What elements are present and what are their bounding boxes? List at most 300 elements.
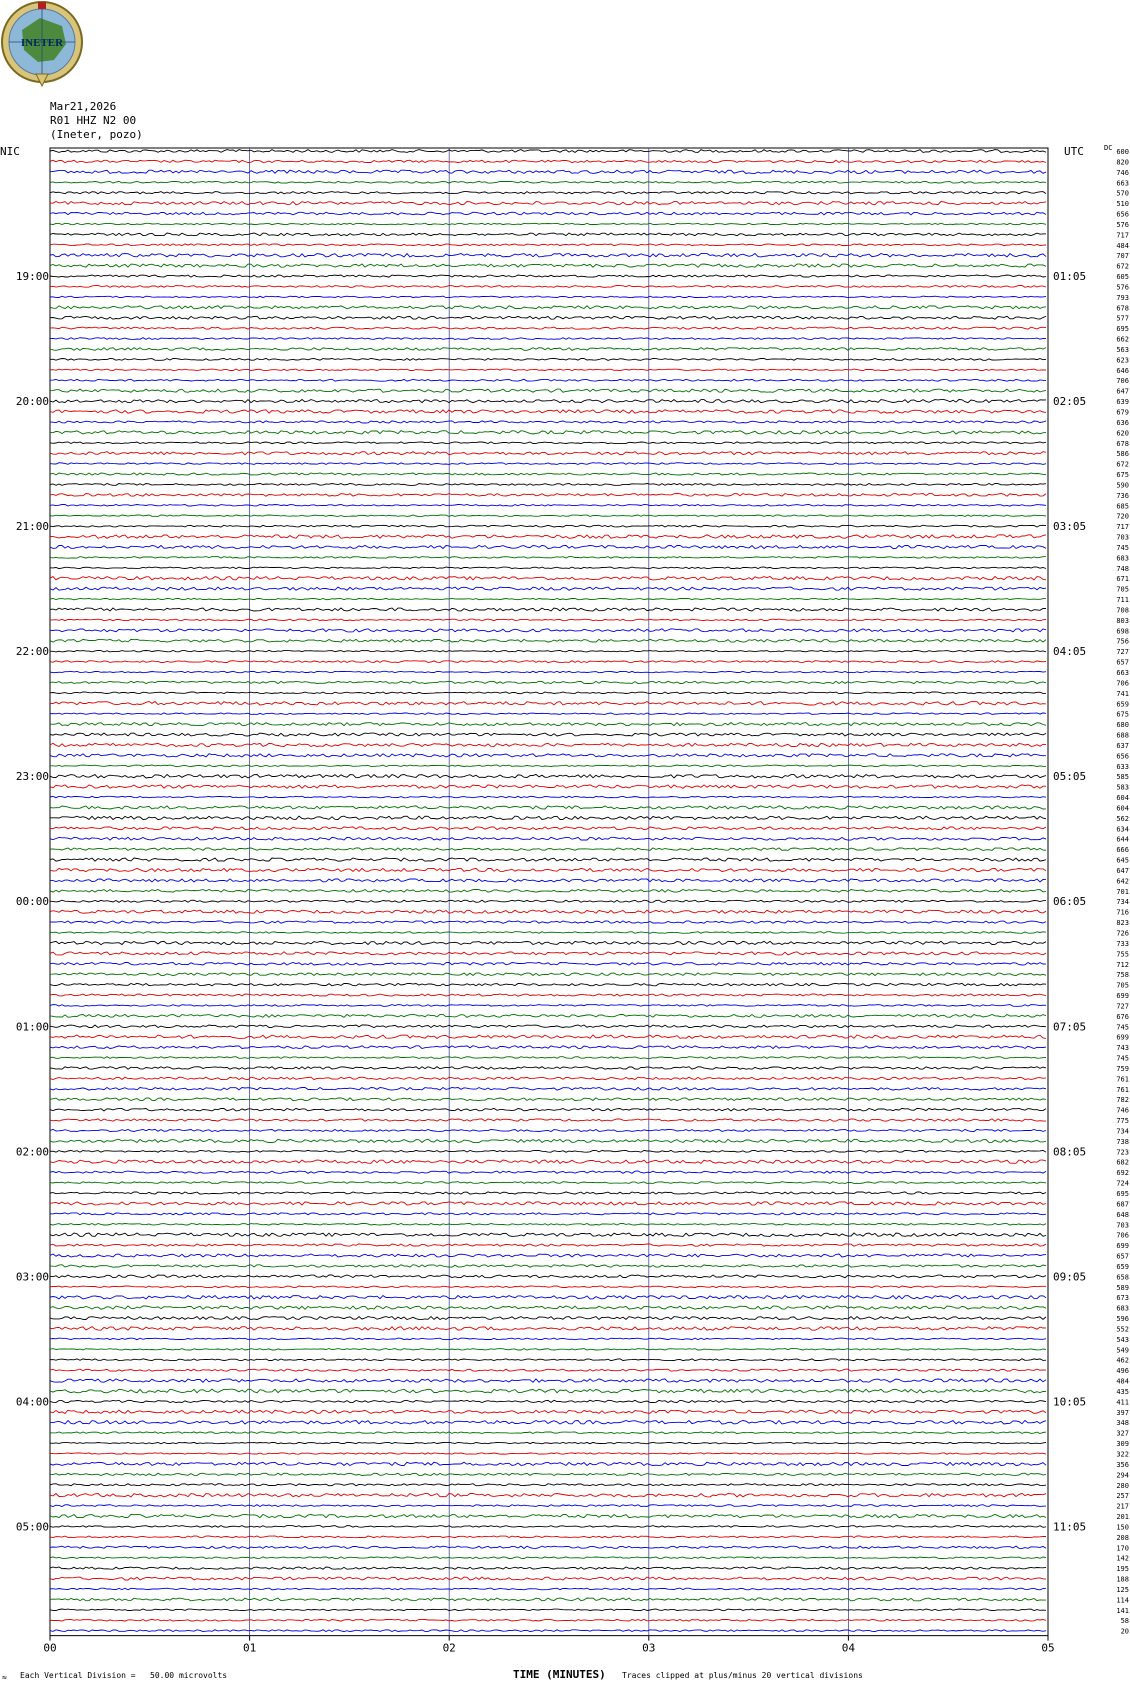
- dc-offset-label: 620: [1116, 429, 1129, 438]
- seismic-trace: [50, 1213, 1046, 1215]
- seismic-trace: [50, 1202, 1046, 1205]
- dc-offset-label: 782: [1116, 1096, 1129, 1105]
- seismic-trace: [50, 431, 1046, 434]
- seismic-trace: [50, 369, 1046, 371]
- seismic-trace: [50, 410, 1046, 413]
- dc-offset-label: 759: [1116, 1064, 1129, 1073]
- seismic-trace: [50, 921, 1046, 923]
- seismic-trace: [50, 1077, 1046, 1079]
- seismic-trace: [50, 1338, 1046, 1340]
- dc-offset-label: 682: [1116, 1158, 1129, 1167]
- seismic-trace: [50, 515, 1046, 516]
- dc-offset-label: 679: [1116, 408, 1129, 417]
- dc-offset-label: 583: [1116, 783, 1129, 792]
- dc-offset-label: 659: [1116, 1262, 1129, 1271]
- dc-offset-label: 648: [1116, 1210, 1129, 1219]
- hour-label-right: 07:05: [1053, 1020, 1087, 1034]
- dc-offset-label: 756: [1116, 637, 1129, 646]
- dc-offset-label: 322: [1116, 1450, 1129, 1459]
- hour-label-left: 02:00: [15, 1145, 49, 1159]
- hour-label-left: 22:00: [15, 645, 49, 659]
- dc-offset-label: 636: [1116, 418, 1129, 427]
- x-axis-title: TIME (MINUTES): [513, 1668, 606, 1681]
- dc-offset-label: 673: [1116, 1294, 1129, 1303]
- left-timezone-label: NIC: [0, 145, 20, 158]
- seismic-trace: [50, 1410, 1046, 1413]
- dc-offset-label: 510: [1116, 200, 1129, 209]
- dc-offset-label: 20: [1120, 1627, 1129, 1636]
- seismic-trace: [50, 160, 1046, 162]
- seismic-trace: [50, 650, 1046, 652]
- seismic-trace: [50, 202, 1046, 205]
- dc-offset-label: 675: [1116, 710, 1129, 719]
- dc-header-label: DC: [1104, 144, 1113, 152]
- dc-offset-label: 672: [1116, 262, 1129, 271]
- seismic-trace: [50, 661, 1046, 663]
- dc-offset-label: 309: [1116, 1440, 1129, 1449]
- hour-label-right: 11:05: [1053, 1520, 1087, 1534]
- seismic-trace: [50, 1379, 1046, 1382]
- dc-offset-label: 712: [1116, 960, 1129, 969]
- seismic-trace: [50, 473, 1046, 475]
- seismic-trace: [50, 1327, 1046, 1331]
- seismic-trace: [50, 1014, 1046, 1017]
- seismic-trace: [50, 181, 1046, 183]
- hour-label-left: 20:00: [15, 395, 49, 409]
- dc-offset-label: 657: [1116, 658, 1129, 667]
- seismic-trace: [50, 264, 1046, 267]
- hour-label-left: 04:00: [15, 1395, 49, 1409]
- seismic-trace: [50, 983, 1046, 985]
- hour-label-right: 06:05: [1053, 895, 1087, 909]
- seismic-trace: [50, 1546, 1046, 1548]
- seismic-trace: [50, 1139, 1046, 1142]
- hour-label-right: 08:05: [1053, 1145, 1087, 1159]
- dc-offset-label: 761: [1116, 1085, 1129, 1094]
- hour-label-right: 02:05: [1053, 395, 1087, 409]
- dc-offset-label: 623: [1116, 356, 1129, 365]
- dc-offset-label: 743: [1116, 1044, 1129, 1053]
- dc-offset-label: 604: [1116, 804, 1129, 813]
- seismic-trace: [50, 973, 1046, 976]
- dc-offset-label: 745: [1116, 1054, 1129, 1063]
- dc-offset-label: 280: [1116, 1481, 1129, 1490]
- seismic-trace: [50, 1035, 1046, 1038]
- seismic-trace: [50, 1182, 1046, 1184]
- dc-offset-label: 411: [1116, 1398, 1129, 1407]
- dc-offset-label: 676: [1116, 1012, 1129, 1021]
- dc-offset-label: 150: [1116, 1523, 1129, 1532]
- seismic-trace: [50, 1359, 1046, 1361]
- seismic-trace: [50, 316, 1046, 319]
- seismic-trace: [50, 1493, 1046, 1497]
- dc-offset-label: 666: [1116, 846, 1129, 855]
- seismic-trace: [50, 306, 1046, 309]
- seismic-trace: [50, 557, 1046, 559]
- dc-offset-label: 706: [1116, 377, 1129, 386]
- dc-offset-label: 586: [1116, 450, 1129, 459]
- dc-offset-label: 658: [1116, 1273, 1129, 1282]
- dc-offset-label: 711: [1116, 596, 1129, 605]
- seismic-trace: [50, 765, 1046, 767]
- seismic-trace: [50, 484, 1046, 486]
- seismic-trace: [50, 1233, 1046, 1236]
- hour-label-right: 04:05: [1053, 645, 1087, 659]
- seismic-trace: [50, 1025, 1046, 1028]
- dc-offset-label: 600: [1116, 148, 1129, 156]
- dc-offset-label: 484: [1116, 1377, 1129, 1386]
- dc-offset-label: 745: [1116, 1023, 1129, 1032]
- logo-text: INETER: [20, 37, 64, 49]
- dc-offset-label: 695: [1116, 325, 1129, 334]
- dc-offset-label: 734: [1116, 898, 1129, 907]
- seismic-trace: [50, 1057, 1046, 1059]
- seismic-trace: [50, 150, 1046, 153]
- dc-offset-label: 188: [1116, 1575, 1129, 1584]
- x-tick-label: 05: [1041, 1641, 1055, 1655]
- seismic-trace: [50, 941, 1046, 944]
- seismic-trace: [50, 796, 1046, 798]
- dc-offset-label: 699: [1116, 992, 1129, 1001]
- seismic-trace: [50, 535, 1046, 539]
- seismic-trace: [50, 848, 1046, 851]
- seismic-trace: [50, 494, 1046, 497]
- clip-note: Traces clipped at plus/minus 20 vertical divisions: [622, 1671, 863, 1680]
- seismic-trace: [50, 389, 1046, 392]
- hour-label-left: 19:00: [15, 270, 49, 284]
- dc-offset-label: 659: [1116, 700, 1129, 709]
- dc-offset-label: 793: [1116, 293, 1129, 302]
- dc-offset-label: 687: [1116, 1200, 1129, 1209]
- dc-offset-label: 656: [1116, 752, 1129, 761]
- dc-offset-label: 435: [1116, 1387, 1129, 1396]
- seismic-trace: [50, 1192, 1046, 1194]
- seismic-trace: [50, 692, 1046, 694]
- dc-offset-label: 723: [1116, 1148, 1129, 1157]
- seismic-trace: [50, 1108, 1046, 1111]
- seismic-trace: [50, 1244, 1046, 1246]
- seismic-trace: [50, 1129, 1046, 1131]
- seismic-trace: [50, 910, 1046, 913]
- hour-label-left: 00:00: [15, 895, 49, 909]
- seismic-trace: [50, 774, 1046, 778]
- dc-offset-label: 142: [1116, 1554, 1129, 1563]
- seismic-trace: [50, 1171, 1046, 1173]
- seismic-trace: [50, 1046, 1046, 1049]
- seismic-trace: [50, 879, 1046, 882]
- dc-offset-label: 644: [1116, 835, 1129, 844]
- seismic-trace: [50, 1296, 1046, 1299]
- dc-offset-label: 348: [1116, 1419, 1129, 1428]
- dc-offset-label: 327: [1116, 1429, 1129, 1438]
- x-tick-label: 02: [442, 1641, 456, 1655]
- hour-label-left: 21:00: [15, 520, 49, 534]
- seismic-trace: [50, 1150, 1046, 1152]
- dc-offset-label: 705: [1116, 585, 1129, 594]
- seismic-trace: [50, 1609, 1046, 1611]
- dc-offset-label: 717: [1116, 231, 1129, 240]
- dc-offset-label: 734: [1116, 1127, 1129, 1136]
- dc-offset-label: 58: [1120, 1617, 1129, 1626]
- dc-offset-label: 701: [1116, 887, 1129, 896]
- dc-offset-label: 570: [1116, 189, 1129, 198]
- dc-offset-label: 746: [1116, 1106, 1129, 1115]
- dc-offset-label: 823: [1116, 919, 1129, 928]
- dc-offset-label: 748: [1116, 564, 1129, 573]
- seismic-trace: [50, 1349, 1046, 1350]
- x-tick-label: 01: [242, 1641, 257, 1655]
- seismic-trace: [50, 338, 1046, 340]
- seismic-trace: [50, 1473, 1046, 1475]
- seismic-trace: [50, 1630, 1046, 1632]
- x-tick-label: 04: [841, 1641, 856, 1655]
- dc-offset-label: 356: [1116, 1460, 1129, 1469]
- dc-offset-label: 217: [1116, 1502, 1129, 1511]
- seismic-trace: [50, 754, 1046, 757]
- seismic-trace: [50, 1400, 1046, 1402]
- seismic-trace: [50, 244, 1046, 246]
- dc-offset-label: 577: [1116, 314, 1129, 323]
- seismic-trace: [50, 421, 1046, 423]
- dc-offset-label: 695: [1116, 1190, 1129, 1198]
- dc-offset-label: 775: [1116, 1117, 1129, 1126]
- seismic-trace: [50, 1005, 1046, 1007]
- dc-offset-label: 563: [1116, 345, 1129, 354]
- dc-offset-label: 717: [1116, 523, 1129, 532]
- dc-offset-label: 645: [1116, 856, 1129, 865]
- seismic-trace: [50, 192, 1046, 194]
- seismic-trace: [50, 702, 1046, 706]
- dc-offset-label: 552: [1116, 1325, 1129, 1334]
- dc-offset-label: 663: [1116, 669, 1129, 677]
- dc-offset-label: 699: [1116, 1242, 1129, 1251]
- dc-offset-label: 656: [1116, 210, 1129, 219]
- seismic-trace: [50, 1598, 1046, 1601]
- seismic-trace: [50, 1254, 1046, 1257]
- seismic-trace: [50, 275, 1046, 277]
- seismic-trace: [50, 713, 1046, 715]
- dc-offset-label: 633: [1116, 762, 1129, 771]
- dc-offset-label: 703: [1116, 533, 1129, 542]
- seismic-trace: [50, 254, 1046, 257]
- hour-label-right: 01:05: [1053, 270, 1087, 284]
- seismic-trace: [50, 1160, 1046, 1164]
- seismic-trace: [50, 1453, 1046, 1454]
- dc-offset-label: 758: [1116, 971, 1129, 980]
- seismic-trace: [50, 1432, 1046, 1434]
- seismic-trace: [50, 837, 1046, 840]
- dc-offset-label: 201: [1116, 1513, 1129, 1522]
- seismic-trace: [50, 681, 1046, 683]
- dc-offset-label: 647: [1116, 866, 1129, 875]
- dc-offset-label: 705: [1116, 981, 1129, 990]
- seismic-trace: [50, 671, 1046, 672]
- header-station: R01 HHZ N2 00: [50, 114, 137, 127]
- dc-offset-label: 741: [1116, 689, 1129, 698]
- dc-offset-label: 745: [1116, 543, 1129, 552]
- seismic-trace: [50, 1119, 1046, 1121]
- seismic-trace: [50, 890, 1046, 893]
- seismic-trace: [50, 1577, 1046, 1580]
- seismic-trace: [50, 1098, 1046, 1101]
- dc-offset-label: 589: [1116, 1283, 1129, 1292]
- seismic-trace: [50, 816, 1046, 820]
- seismic-trace: [50, 1286, 1046, 1288]
- dc-offset-label: 678: [1116, 439, 1129, 448]
- dc-offset-label: 576: [1116, 283, 1129, 292]
- dc-offset-label: 549: [1116, 1346, 1129, 1355]
- dc-offset-label: 727: [1116, 648, 1129, 657]
- seismic-trace: [50, 296, 1046, 298]
- dc-offset-label: 820: [1116, 158, 1129, 167]
- dc-offset-label: 397: [1116, 1408, 1129, 1417]
- seismic-trace: [50, 952, 1046, 955]
- seismic-trace: [50, 327, 1046, 329]
- dc-offset-label: 708: [1116, 606, 1129, 615]
- seismic-trace: [50, 619, 1046, 621]
- dc-offset-label: 496: [1116, 1367, 1129, 1376]
- seismic-trace: [50, 286, 1046, 288]
- dc-offset-label: 294: [1116, 1471, 1129, 1480]
- header-date: Mar21,2026: [50, 100, 117, 113]
- dc-offset-label: 170: [1116, 1544, 1129, 1553]
- dc-offset-label: 738: [1116, 1137, 1129, 1146]
- dc-offset-label: 736: [1116, 491, 1129, 500]
- dc-offset-label: 706: [1116, 679, 1129, 688]
- seismic-trace: [50, 608, 1046, 611]
- dc-offset-label: 761: [1116, 1075, 1129, 1084]
- dc-offset-label: 683: [1116, 554, 1129, 563]
- seismic-trace: [50, 212, 1046, 215]
- seismic-trace: [50, 379, 1046, 381]
- seismic-trace: [50, 567, 1046, 569]
- seismic-trace: [50, 400, 1046, 403]
- dc-offset-label: 642: [1116, 877, 1129, 886]
- dc-offset-label: 484: [1116, 241, 1129, 250]
- dc-offset-label: 703: [1116, 1221, 1129, 1230]
- seismic-trace: [50, 577, 1046, 580]
- scale-note: Each Vertical Division = 50.00 microvolts: [20, 1671, 228, 1680]
- dc-offset-label: 698: [1116, 627, 1129, 636]
- header-source: (Ineter, pozo): [50, 128, 143, 141]
- seismic-trace: [50, 1224, 1046, 1226]
- seismic-trace: [50, 733, 1046, 736]
- seismic-trace: [50, 1317, 1046, 1320]
- dc-offset-label: 257: [1116, 1492, 1129, 1501]
- seismic-trace: [50, 1567, 1046, 1569]
- dc-offset-label: 688: [1116, 731, 1129, 740]
- seismic-trace: [50, 1514, 1046, 1517]
- seismic-trace: [50, 1557, 1046, 1559]
- dc-offset-label: 585: [1116, 773, 1129, 782]
- seismic-trace: [50, 233, 1046, 236]
- dc-offset-label: 639: [1116, 398, 1129, 407]
- hour-label-left: 05:00: [15, 1520, 49, 1534]
- dc-offset-label: 746: [1116, 168, 1129, 177]
- dc-offset-label: 662: [1116, 335, 1129, 344]
- seismic-trace: [50, 994, 1046, 996]
- dc-offset-label: 678: [1116, 304, 1129, 313]
- dc-offset-label: 195: [1116, 1565, 1129, 1574]
- dc-offset-label: 208: [1116, 1533, 1129, 1542]
- hour-label-right: 03:05: [1053, 520, 1087, 534]
- dc-offset-label: 141: [1116, 1606, 1129, 1615]
- seismic-trace: [50, 1088, 1046, 1091]
- seismic-trace: [50, 545, 1046, 548]
- dc-offset-label: 114: [1116, 1596, 1129, 1605]
- dc-offset-label: 685: [1116, 502, 1129, 511]
- hour-label-right: 10:05: [1053, 1395, 1087, 1409]
- dc-offset-label: 634: [1116, 825, 1129, 834]
- seismic-trace: [50, 442, 1046, 444]
- dc-offset-label: 680: [1116, 721, 1129, 730]
- dc-offset-label: 707: [1116, 252, 1129, 261]
- dc-offset-label: 724: [1116, 1179, 1129, 1188]
- dc-offset-label: 803: [1116, 616, 1129, 625]
- dc-offset-label: 604: [1116, 794, 1129, 803]
- seismic-trace: [50, 1442, 1046, 1444]
- dc-offset-label: 716: [1116, 908, 1129, 917]
- dc-offset-label: 657: [1116, 1252, 1129, 1261]
- dc-offset-label: 543: [1116, 1335, 1129, 1344]
- corner-mark: ≈: [2, 1673, 7, 1682]
- seismic-trace: [50, 358, 1046, 360]
- dc-offset-label: 755: [1116, 950, 1129, 959]
- seismic-trace: [50, 525, 1046, 527]
- seismic-trace: [50, 900, 1046, 902]
- dc-offset-label: 692: [1116, 1169, 1129, 1178]
- seismic-trace: [50, 629, 1046, 632]
- hour-label-right: 05:05: [1053, 770, 1087, 784]
- seismic-trace: [50, 1306, 1046, 1309]
- seismic-trace: [50, 452, 1046, 455]
- dc-offset-label: 699: [1116, 1033, 1129, 1042]
- x-tick-label: 03: [642, 1641, 656, 1655]
- seismic-trace: [50, 743, 1046, 746]
- seismic-trace: [50, 785, 1046, 788]
- seismic-trace: [50, 962, 1046, 965]
- dc-offset-label: 605: [1116, 273, 1129, 282]
- seismic-trace: [50, 223, 1046, 225]
- dc-offset-label: 733: [1116, 939, 1129, 948]
- seismic-trace: [50, 1067, 1046, 1070]
- hour-label-left: 03:00: [15, 1270, 49, 1284]
- seismic-trace: [50, 170, 1046, 173]
- right-timezone-label: UTC: [1064, 145, 1084, 158]
- dc-offset-label: 663: [1116, 179, 1129, 188]
- seismic-trace: [50, 1265, 1046, 1268]
- dc-offset-label: 125: [1116, 1585, 1129, 1594]
- seismic-trace: [50, 1462, 1046, 1465]
- dc-offset-label: 462: [1116, 1356, 1129, 1365]
- hour-label-left: 23:00: [15, 770, 49, 784]
- seismic-trace: [50, 598, 1046, 599]
- seismic-trace: [50, 1421, 1046, 1425]
- seismic-trace: [50, 932, 1046, 934]
- dc-offset-label: 720: [1116, 512, 1129, 521]
- dc-offset-label: 726: [1116, 929, 1129, 938]
- seismic-trace: [50, 868, 1046, 871]
- seismic-trace: [50, 505, 1046, 507]
- seismic-trace: [50, 1536, 1046, 1538]
- seismic-trace: [50, 827, 1046, 830]
- dc-offset-label: 672: [1116, 460, 1129, 469]
- dc-offset-label: 706: [1116, 1231, 1129, 1240]
- dc-offset-label: 671: [1116, 575, 1129, 584]
- seismic-trace: [50, 723, 1046, 726]
- dc-offset-label: 727: [1116, 1002, 1129, 1011]
- seismic-trace: [50, 1389, 1046, 1393]
